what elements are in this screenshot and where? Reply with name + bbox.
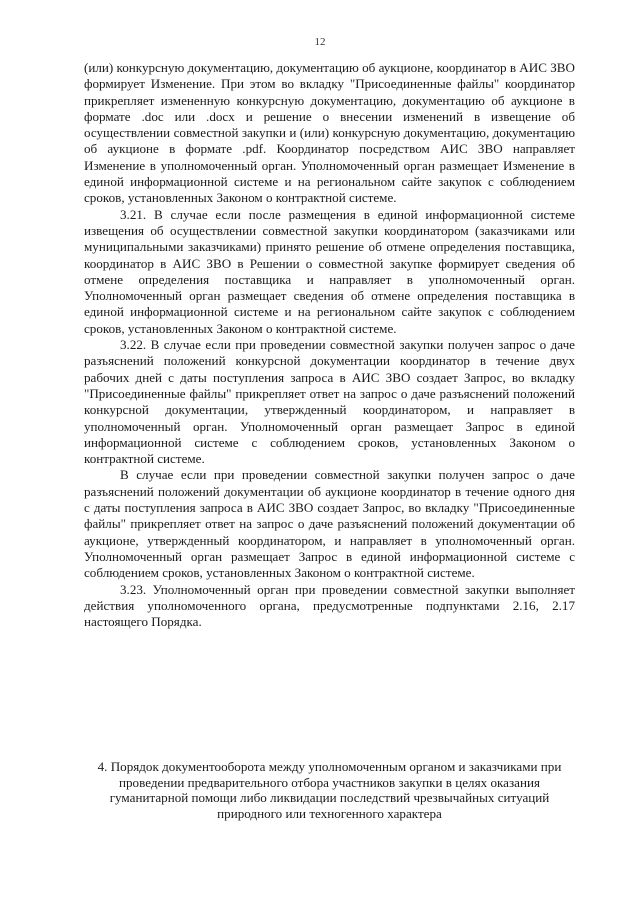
page-number: 12 [314,36,326,48]
paragraph-3-22-auction: В случае если при проведении совместной закупки получен запрос о даче разъяснений положений документации об аукционе координатор в течение одного дня с даты поступления запроса в АИС ЗВО создает Запрос, во вкладку "Присоединенные файлы" прикрепляет ответ на запрос о даче разъяснений положений документации об аукционе, утвержденный координатором, и направляет в уполномоченный орган. Уполномоченный орган размещает Запрос в единой информационной системе с соблюдением сроков, установленных Законом о контрактной системе. [84,467,575,581]
paragraph-3-23: 3.23. Уполномоченный орган при проведении совместной закупки выполняет действия уполномоченного органа, предусмотренные подпунктами 2.16, 2.17 настоящего Порядка. [84,581,575,630]
paragraph-3-22: 3.22. В случае если при проведении совместной закупки получен запрос о даче разъяснений положений конкурсной документации координатор в течение двух рабочих дней с даты поступления запроса в АИС ЗВО создает Запрос, во вкладку "Присоединенные файлы" прикрепляет ответ на запрос о даче разъяснений положений конкурсной документации, утвержденный координатором, и направляет в уполномоченный орган. Уполномоченный орган размещает Запрос в единой информационной системе с соблюдением сроков, установленных Законом о контрактной системе. [84,337,575,467]
paragraph-3-21: 3.21. В случае если после размещения в единой информационной системе извещения об осуществлении совместной закупки координатором (заказчиками или муниципальными заказчиками) принято решение об отмене определения поставщика, координатор в АИС ЗВО в Решении о совместной закупке формирует сведения об отмене определения поставщика и направляет в уполномоченный орган. Уполномоченный орган размещает сведения об отмене определения поставщика в единой информационной системе и на региональном сайте закупок с соблюдением сроков, установленных Законом о контрактной системе. [84,206,575,336]
paragraph-continuation: (или) конкурсную документацию, документацию об аукционе, координатор в АИС ЗВО формирует Изменение. При этом во вкладку "Присоединенные файлы" координатор прикрепляет измененную конкурсную документацию, документацию об аукционе в формате .doc или .docx и решение о внесении изменений в извещение об осуществлении совместной закупки и (или) конкурсную документацию, документацию об аукционе в формате .pdf. Координатор посредством АИС ЗВО направляет Изменение в уполномоченный орган. Уполномоченный орган размещает Изменение в единой информационной системе и на региональном сайте закупок с соблюдением сроков, установленных Законом о контрактной системе. [84,60,575,206]
body-text [84,60,575,630]
section-heading: 4. Порядок документооборота между уполномоченным органом и заказчиками при проведении предварительного отбора участников закупки в целях оказания гуманитарной помощи либо ликвидации последствий чрезвычайных ситуаций природного или техногенного характера [97,759,562,821]
